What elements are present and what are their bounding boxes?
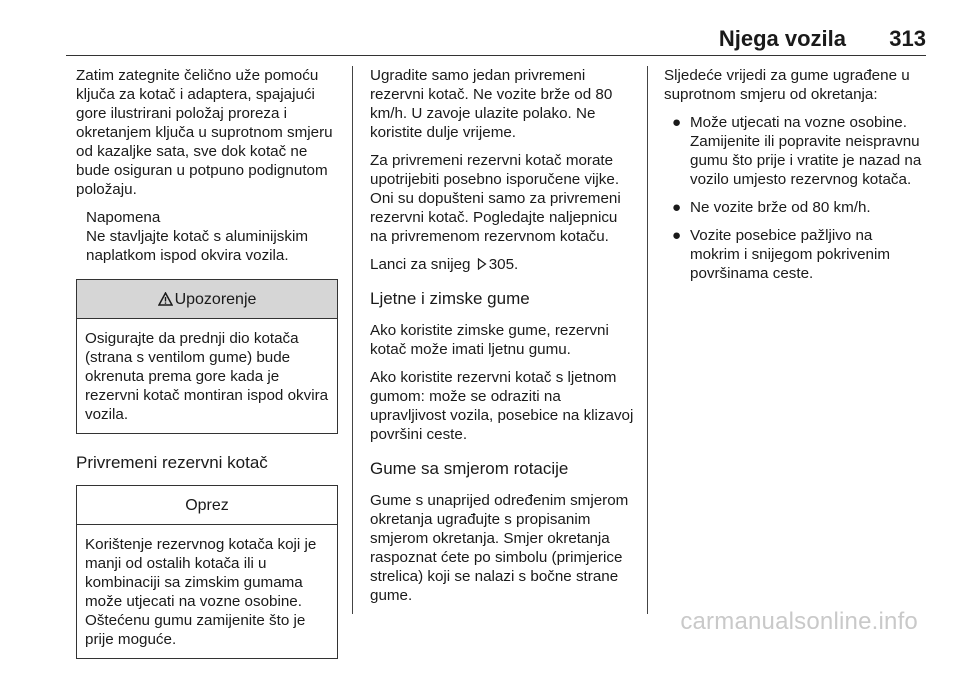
section-title: Njega vozila [718, 26, 846, 51]
intro-paragraph: Zatim zategnite čelično uže pomoću ključa za kotač i adaptera, spajajući gore ilustrirani položaj proreza i okretanjem ključa u suprotnom smjeru od kazaljke sata, sve dok kotač ne bude osiguran u potpuno podignutom položaju. [76, 67, 333, 198]
page-number: 313 [889, 26, 926, 51]
column-3 [664, 66, 926, 292]
column-divider-1 [352, 66, 353, 614]
warning-text: Osigurajte da prednji dio kotača (strana s ventilom gume) bude okrenuta prema gore kada je rezervni kotač montiran ispod okvira vozila. [85, 330, 329, 423]
paragraph-spare-usage: Ugradite samo jedan privremeni rezervni kotač. Ne vozite brže od 80 km/h. U zavoje ulazite polako. Ne koristite dulje vrijeme. [370, 67, 613, 141]
caution-title: Oprez [77, 486, 337, 525]
paragraph-direction: Gume s unaprijed određenim smjerom okretanja ugrađujte s propisanim smjerom okretanja. Smjer okretanja raspoznat ćete po simbolu (primjerice strelica) koji se nalazi s bočne strane gume. [370, 492, 629, 604]
header-rule [66, 55, 926, 56]
bullet-icon: ● [672, 114, 682, 131]
warning-title: Upozorenje [174, 291, 257, 308]
bullet-list [664, 113, 926, 283]
list-item: ● Ne vozite brže od 80 km/h. [672, 199, 871, 216]
warning-triangle-icon [158, 292, 173, 306]
warning-header [77, 280, 337, 319]
bullet-icon: ● [672, 199, 682, 216]
watermark-text: carmanualsonline.info [680, 608, 918, 635]
snow-chains-text: Lanci za snijeg [370, 256, 471, 273]
page-header [0, 0, 960, 56]
heading-directional-tyres: Gume sa smjerom rotacije [370, 459, 569, 478]
paragraph-summer-tyre: Ako koristite rezervni kotač s ljetnom gumom: može se odraziti na upravljivost vozila, posebice na klizavoj površini ceste. [370, 369, 634, 443]
column-1 [76, 66, 338, 677]
column-divider-2 [647, 66, 648, 614]
paragraph-winter-tyres: Ako koristite zimske gume, rezervni kotač može imati ljetnu gumu. [370, 322, 609, 358]
section-heading-spare-wheel: Privremeni rezervni kotač [76, 453, 268, 472]
caution-text: Korištenje rezervnog kotača koji je manji od ostalih kotača ili u kombinaciji sa zimskim gumama može utjecati na vozne osobine. Oštećenu gumu zamijenite što je prije moguće. [85, 536, 317, 648]
heading-summer-winter-tyres: Ljetne i zimske gume [370, 289, 530, 308]
column-2 [370, 66, 636, 614]
list-item: ● Vozite posebice pažljivo na mokrim i snijegom pokrivenim površinama ceste. [672, 227, 891, 282]
caution-box [76, 485, 338, 659]
bullet-icon: ● [672, 227, 682, 244]
note-label: Napomena [86, 209, 161, 226]
intro-opposite-direction: Sljedeće vrijedi za gume ugrađene u suprotnom smjeru od okretanja: [664, 67, 910, 103]
snow-chains-reference[interactable] [370, 255, 636, 274]
note-text: Ne stavljajte kotač s aluminijskim naplatkom ispod okvira vozila. [86, 228, 308, 264]
reference-arrow-icon [477, 258, 487, 270]
paragraph-special-bolts: Za privremeni rezervni kotač morate upotrijebiti posebno isporučene vijke. Oni su dopušteni samo za privremeni rezervni kotač. Pogledajte naljepnicu na privremenom rezervnom kotaču. [370, 152, 621, 245]
note-block [86, 208, 338, 265]
snow-chains-page-ref: 305. [488, 256, 519, 273]
list-item: ● Može utjecati na vozne osobine. Zamijenite ili popravite neispravnu gumu što prije i vratite je nazad na vozilo umjesto rezervnog kotača. [672, 114, 922, 188]
warning-box [76, 279, 338, 434]
